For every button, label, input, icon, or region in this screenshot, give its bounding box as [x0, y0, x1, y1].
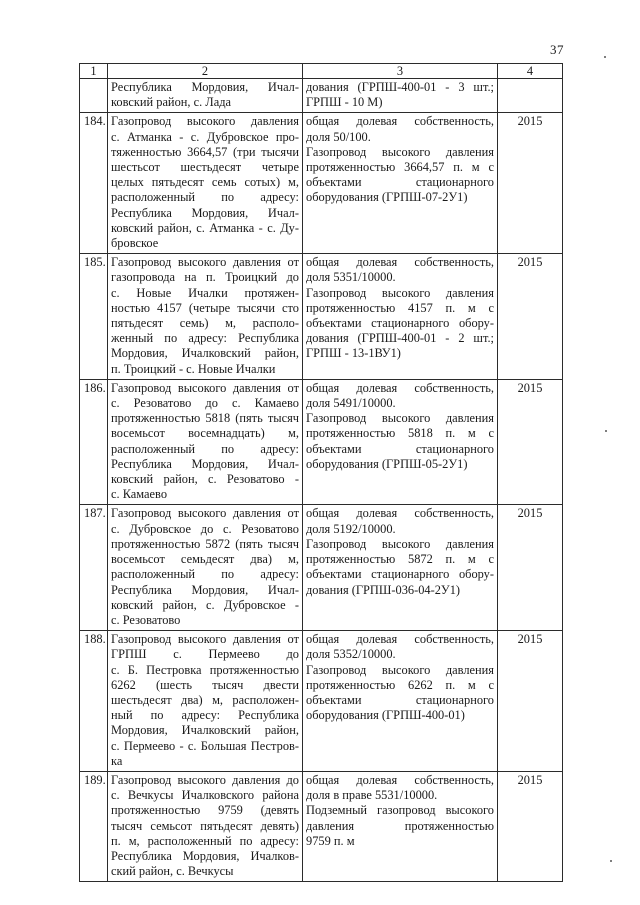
description-line: пятьдесят семь) м, располо- — [111, 316, 299, 331]
property-line: общая долевая собственность, — [306, 380, 494, 395]
scan-speck — [610, 860, 612, 862]
property-line: дования (ГРПШ-036-04-2У1) — [306, 582, 461, 597]
table-row — [80, 771, 563, 881]
property-paragraph — [306, 145, 494, 206]
description-line: ковский район, с. Атманка - с. Ду- — [111, 220, 299, 235]
property-cell — [303, 113, 498, 254]
description-line: газопровода на п. Троицкий до — [111, 270, 299, 285]
description-line: Мордовия, Ичалковский район, — [111, 723, 299, 738]
property-line: доля в праве 5531/10000. — [306, 788, 438, 803]
description-line: протяженностью 5872 (пять тысяч — [111, 536, 299, 551]
description-line: Газопровод высокого давления от — [111, 506, 299, 521]
property-cell — [303, 254, 498, 380]
property-cell — [303, 379, 498, 505]
year-cell — [498, 79, 563, 113]
description-line: с. Атманка - с. Дубровское про- — [111, 129, 299, 144]
object-description-cell — [108, 379, 303, 505]
description-line: Республика Мордовия, Ичал- — [111, 80, 299, 94]
property-cell — [303, 771, 498, 881]
description-line: шестьдесят два) м, расположен- — [111, 692, 299, 707]
property-line: объектами стационарного — [306, 692, 494, 707]
description-line: Газопровод высокого давления от — [111, 632, 299, 647]
description-line: шестьсот шестьдесят четыре — [111, 160, 299, 175]
table-row — [80, 505, 563, 631]
property-line: протяженностью 5818 п. м с — [306, 426, 494, 441]
property-paragraph — [306, 255, 494, 285]
property-cell — [303, 631, 498, 772]
continuation-row — [80, 79, 563, 113]
property-line: Газопровод высокого давления — [306, 411, 494, 426]
description-line: ный по адресу: Республика — [111, 708, 299, 723]
property-line: оборудования (ГРПШ-05-2У1) — [306, 456, 468, 471]
header-col-3: 3 — [303, 64, 498, 79]
property-line: протяженностью 5872 п. м с — [306, 552, 494, 567]
property-line: доля 5352/10000. — [306, 647, 396, 662]
description-line: протяженностью 9759 (девять — [111, 803, 299, 818]
property-register-table — [79, 63, 563, 882]
description-line: Мордовия, Ичалковский район, — [111, 346, 299, 361]
header-col-2: 2 — [108, 64, 303, 79]
property-line: доля 5491/10000. — [306, 396, 396, 411]
object-description-cell — [108, 505, 303, 631]
property-line: протяженностью 3664,57 п. м с — [306, 160, 494, 175]
scan-speck — [605, 430, 607, 432]
description-line: с. Вечкусы Ичалковского района — [111, 788, 299, 803]
year-cell: 2015 — [498, 113, 563, 254]
header-col-4: 4 — [498, 64, 563, 79]
property-line: оборудования (ГРПШ-400-01) — [306, 708, 465, 723]
property-line: Газопровод высокого давления — [306, 662, 494, 677]
description-line: восемьсот семьдесят два) м, — [111, 552, 299, 567]
description-line: Газопровод высокого давления от — [111, 255, 299, 270]
description-line: ковский район, с. Дубровское - — [111, 597, 299, 612]
property-line: протяженностью 4157 п. м с — [306, 300, 494, 315]
table-row — [80, 113, 563, 254]
table-body — [80, 79, 563, 882]
description-line: с. Новые Ичалки протяжен- — [111, 285, 299, 300]
year-cell: 2015 — [498, 505, 563, 631]
row-number-cell — [80, 79, 108, 113]
property-line: объектами стационарного — [306, 441, 494, 456]
description-line: с. Резоватово — [111, 612, 181, 627]
property-line: общая долевая собственность, — [306, 506, 494, 521]
object-description-cell — [108, 113, 303, 254]
description-line: с. Б. Пестровка протяженностью — [111, 662, 299, 677]
description-line: бровское — [111, 236, 159, 251]
property-cell — [303, 79, 498, 113]
property-line: давления протяженностью — [306, 818, 494, 833]
description-line: Республика Мордовия, Ичал- — [111, 456, 299, 471]
object-description-cell — [108, 771, 303, 881]
description-line: Газопровод высокого давления до — [111, 772, 299, 787]
property-paragraph — [306, 537, 494, 598]
description-line: расположенный по адресу: — [111, 190, 299, 205]
description-line: п. м, расположенный по адресу: — [111, 833, 299, 848]
property-line: ГРПШ - 10 М) — [306, 95, 383, 110]
property-paragraph — [306, 632, 494, 662]
object-description-cell — [108, 79, 303, 113]
description-line: с. Дубровское до с. Резоватово — [111, 521, 299, 536]
property-cell — [303, 505, 498, 631]
property-line: 9759 п. м — [306, 833, 355, 848]
property-line: общая долевая собственность, — [306, 114, 494, 129]
property-line: протяженностью 6262 п. м с — [306, 677, 494, 692]
row-number-cell: 186. — [80, 379, 108, 505]
description-line: Республика Мордовия, Ичал- — [111, 582, 299, 597]
year-cell: 2015 — [498, 379, 563, 505]
description-line: ностью 4157 (четыре тысячи сто — [111, 300, 299, 315]
description-line: с. Пермеево - с. Большая Пестров- — [111, 738, 299, 753]
property-line: Подземный газопровод высокого — [306, 803, 494, 818]
scan-speck — [604, 56, 606, 58]
description-line: ГРПШ с. Пермеево до — [111, 647, 299, 662]
property-line: общая долевая собственность, — [306, 255, 494, 270]
description-line: женный по адресу: Республика — [111, 331, 299, 346]
description-line: расположенный по адресу: — [111, 441, 299, 456]
description-line: тяженностью 3664,57 (три тысячи — [111, 144, 299, 159]
year-cell: 2015 — [498, 771, 563, 881]
description-line: протяженностью 5818 (пять тысяч — [111, 411, 299, 426]
description-line: ковский район, с. Резоватово - — [111, 472, 299, 487]
property-paragraph — [306, 773, 494, 803]
description-line: целых пятьдесят семь сотых) м, — [111, 175, 299, 190]
property-paragraph — [306, 381, 494, 411]
description-line: 6262 (шесть тысяч двести — [111, 677, 299, 692]
table-row — [80, 379, 563, 505]
description-line: Республика Мордовия, Ичалков- — [111, 848, 299, 863]
table-row — [80, 631, 563, 772]
header-col-1: 1 — [80, 64, 108, 79]
property-line: общая долевая собственность, — [306, 632, 494, 647]
description-line: Республика Мордовия, Ичал- — [111, 205, 299, 220]
property-line: дования (ГРПШ-400-01 - 2 шт.; — [306, 331, 494, 346]
property-line: доля 50/100. — [306, 129, 371, 144]
property-line: ГРПШ - 13-1ВУ1) — [306, 346, 401, 361]
row-number-cell: 189. — [80, 771, 108, 881]
property-paragraph — [306, 803, 494, 849]
description-line: п. Троицкий - с. Новые Ичалки — [111, 361, 276, 376]
table-header-row — [80, 64, 563, 79]
row-number-cell: 188. — [80, 631, 108, 772]
description-line: восемьсот восемнадцать) м, — [111, 426, 299, 441]
year-cell: 2015 — [498, 631, 563, 772]
property-paragraph — [306, 411, 494, 472]
description-line: тысяч семьсот пятьдесят девять) — [111, 818, 299, 833]
object-description-cell — [108, 254, 303, 380]
table-row — [80, 254, 563, 380]
property-paragraph — [306, 114, 494, 144]
property-paragraph — [306, 286, 494, 362]
description-line: ковский район, с. Лада — [111, 95, 231, 110]
property-paragraph — [306, 663, 494, 724]
property-line: доля 5192/10000. — [306, 521, 396, 536]
property-line: оборудования (ГРПШ-07-2У1) — [306, 190, 468, 205]
description-line: расположенный по адресу: — [111, 567, 299, 582]
property-line: Газопровод высокого давления — [306, 144, 494, 159]
property-line: объектами стационарного — [306, 175, 494, 190]
row-number-cell: 187. — [80, 505, 108, 631]
property-line: Газопровод высокого давления — [306, 536, 494, 551]
property-paragraph — [306, 506, 494, 536]
property-line: дования (ГРПШ-400-01 - 3 шт.; — [306, 80, 494, 94]
description-line: Газопровод высокого давления — [111, 114, 299, 129]
page-number: 37 — [550, 42, 564, 57]
property-line: доля 5351/10000. — [306, 270, 396, 285]
description-line: ка — [111, 753, 123, 768]
row-number-cell: 184. — [80, 113, 108, 254]
description-line: Газопровод высокого давления от — [111, 380, 299, 395]
year-cell: 2015 — [498, 254, 563, 380]
property-line: объектами стационарного обору- — [306, 316, 494, 331]
property-line: общая долевая собственность, — [306, 772, 494, 787]
description-line: ский район, с. Вечкусы — [111, 864, 234, 879]
property-line: объектами стационарного обору- — [306, 567, 494, 582]
property-line: Газопровод высокого давления — [306, 285, 494, 300]
object-description-cell — [108, 631, 303, 772]
description-line: с. Камаево — [111, 487, 168, 502]
description-line: с. Резоватово до с. Камаево — [111, 396, 299, 411]
row-number-cell: 185. — [80, 254, 108, 380]
